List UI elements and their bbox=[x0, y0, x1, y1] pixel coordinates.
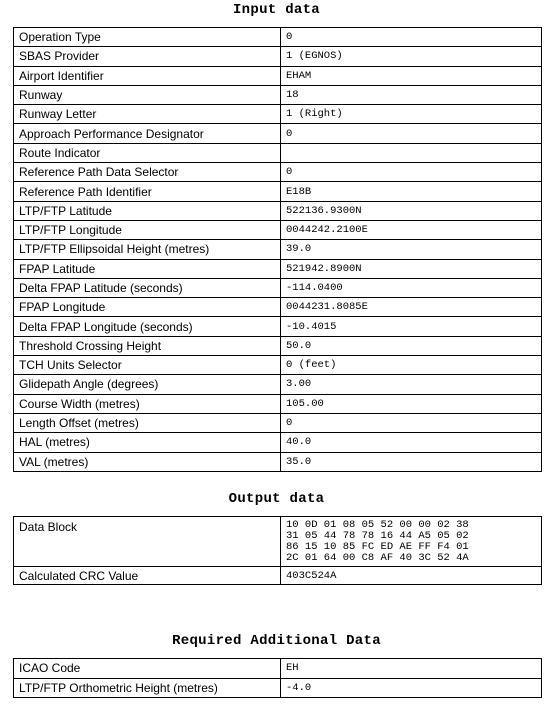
field-label: Glidepath Angle (degrees) bbox=[14, 375, 281, 394]
table-row bbox=[14, 678, 542, 698]
field-label: Operation Type bbox=[14, 28, 281, 47]
field-label: Reference Path Identifier bbox=[14, 182, 281, 201]
field-label: SBAS Provider bbox=[14, 47, 281, 66]
field-value: 522136.9300N bbox=[281, 201, 542, 220]
table-row bbox=[14, 259, 542, 278]
table-row bbox=[14, 182, 542, 201]
field-value: -10.4015 bbox=[281, 317, 542, 336]
required-data-title: Required Additional Data bbox=[172, 633, 381, 649]
field-value: 35.0 bbox=[281, 452, 542, 471]
field-value: E18B bbox=[281, 182, 542, 201]
field-value: 521942.8900N bbox=[281, 259, 542, 278]
data-block-label: Data Block bbox=[14, 517, 281, 567]
data-block-line: 2C 01 64 00 C8 AF 40 3C 52 4A bbox=[286, 552, 469, 564]
table-row bbox=[14, 66, 542, 85]
field-value: 0 bbox=[281, 124, 542, 143]
field-label: LTP/FTP Orthometric Height (metres) bbox=[14, 678, 281, 698]
table-row bbox=[14, 28, 542, 47]
table-row bbox=[14, 105, 542, 124]
field-label: Threshold Crossing Height bbox=[14, 336, 281, 355]
table-row bbox=[14, 47, 542, 66]
output-data-title: Output data bbox=[228, 491, 325, 507]
table-row bbox=[14, 278, 542, 297]
field-value: 0 bbox=[281, 28, 542, 47]
field-label: Runway bbox=[14, 85, 281, 104]
field-label: LTP/FTP Longitude bbox=[14, 220, 281, 239]
field-label: Route Indicator bbox=[14, 143, 281, 162]
table-row bbox=[14, 413, 542, 432]
field-value: 3.00 bbox=[281, 375, 542, 394]
field-label: Reference Path Data Selector bbox=[14, 163, 281, 182]
field-value: 1 (EGNOS) bbox=[281, 47, 542, 66]
field-value: EH bbox=[281, 659, 542, 679]
crc-label: Calculated CRC Value bbox=[14, 567, 281, 585]
field-label: ICAO Code bbox=[14, 659, 281, 679]
crc-value: 403C524A bbox=[281, 567, 542, 585]
table-row bbox=[14, 298, 542, 317]
table-row bbox=[14, 240, 542, 259]
data-block-line: 10 0D 01 08 05 52 00 00 02 38 bbox=[286, 519, 469, 531]
field-label: Runway Letter bbox=[14, 105, 281, 124]
table-row bbox=[14, 163, 542, 182]
field-label: Delta FPAP Latitude (seconds) bbox=[14, 278, 281, 297]
table-row bbox=[14, 85, 542, 104]
table-row bbox=[14, 375, 542, 394]
field-value: 0 bbox=[281, 163, 542, 182]
field-value: 18 bbox=[281, 85, 542, 104]
field-value: 39.0 bbox=[281, 240, 542, 259]
input-data-title: Input data bbox=[232, 2, 320, 18]
field-value: 1 (Right) bbox=[281, 105, 542, 124]
table-row bbox=[14, 317, 542, 336]
field-value: 0 bbox=[281, 413, 542, 432]
table-row bbox=[14, 124, 542, 143]
field-label: Delta FPAP Longitude (seconds) bbox=[14, 317, 281, 336]
table-row bbox=[14, 336, 542, 355]
required-data-table bbox=[13, 658, 542, 698]
field-label: FPAP Latitude bbox=[14, 259, 281, 278]
field-label: LTP/FTP Ellipsoidal Height (metres) bbox=[14, 240, 281, 259]
field-label: Course Width (metres) bbox=[14, 394, 281, 413]
table-row bbox=[14, 659, 542, 679]
table-row bbox=[14, 356, 542, 375]
table-row bbox=[14, 394, 542, 413]
field-label: Approach Performance Designator bbox=[14, 124, 281, 143]
table-row bbox=[14, 433, 542, 452]
field-value: 105.00 bbox=[281, 394, 542, 413]
field-label: LTP/FTP Latitude bbox=[14, 201, 281, 220]
table-row bbox=[14, 143, 542, 162]
table-row bbox=[14, 201, 542, 220]
data-block-line: 31 05 44 78 78 16 44 A5 05 02 bbox=[286, 530, 469, 542]
table-row bbox=[14, 517, 542, 567]
table-row bbox=[14, 567, 542, 585]
field-value: 0044242.2100E bbox=[281, 220, 542, 239]
field-value: 50.0 bbox=[281, 336, 542, 355]
field-label: HAL (metres) bbox=[14, 433, 281, 452]
table-row bbox=[14, 220, 542, 239]
field-label: Length Offset (metres) bbox=[14, 413, 281, 432]
field-label: VAL (metres) bbox=[14, 452, 281, 471]
field-value bbox=[281, 143, 542, 162]
field-label: FPAP Longitude bbox=[14, 298, 281, 317]
field-value: -114.0400 bbox=[281, 278, 542, 297]
output-data-table bbox=[13, 516, 542, 585]
data-block-value bbox=[281, 517, 542, 567]
input-data-table bbox=[13, 27, 542, 472]
field-label: TCH Units Selector bbox=[14, 356, 281, 375]
table-row bbox=[14, 452, 542, 471]
field-value: 0 (feet) bbox=[281, 356, 542, 375]
data-block-line: 86 15 10 85 FC ED AE FF F4 01 bbox=[286, 541, 469, 553]
field-label: Airport Identifier bbox=[14, 66, 281, 85]
field-value: 40.0 bbox=[281, 433, 542, 452]
field-value: -4.0 bbox=[281, 678, 542, 698]
field-value: 0044231.8085E bbox=[281, 298, 542, 317]
field-value: EHAM bbox=[281, 66, 542, 85]
